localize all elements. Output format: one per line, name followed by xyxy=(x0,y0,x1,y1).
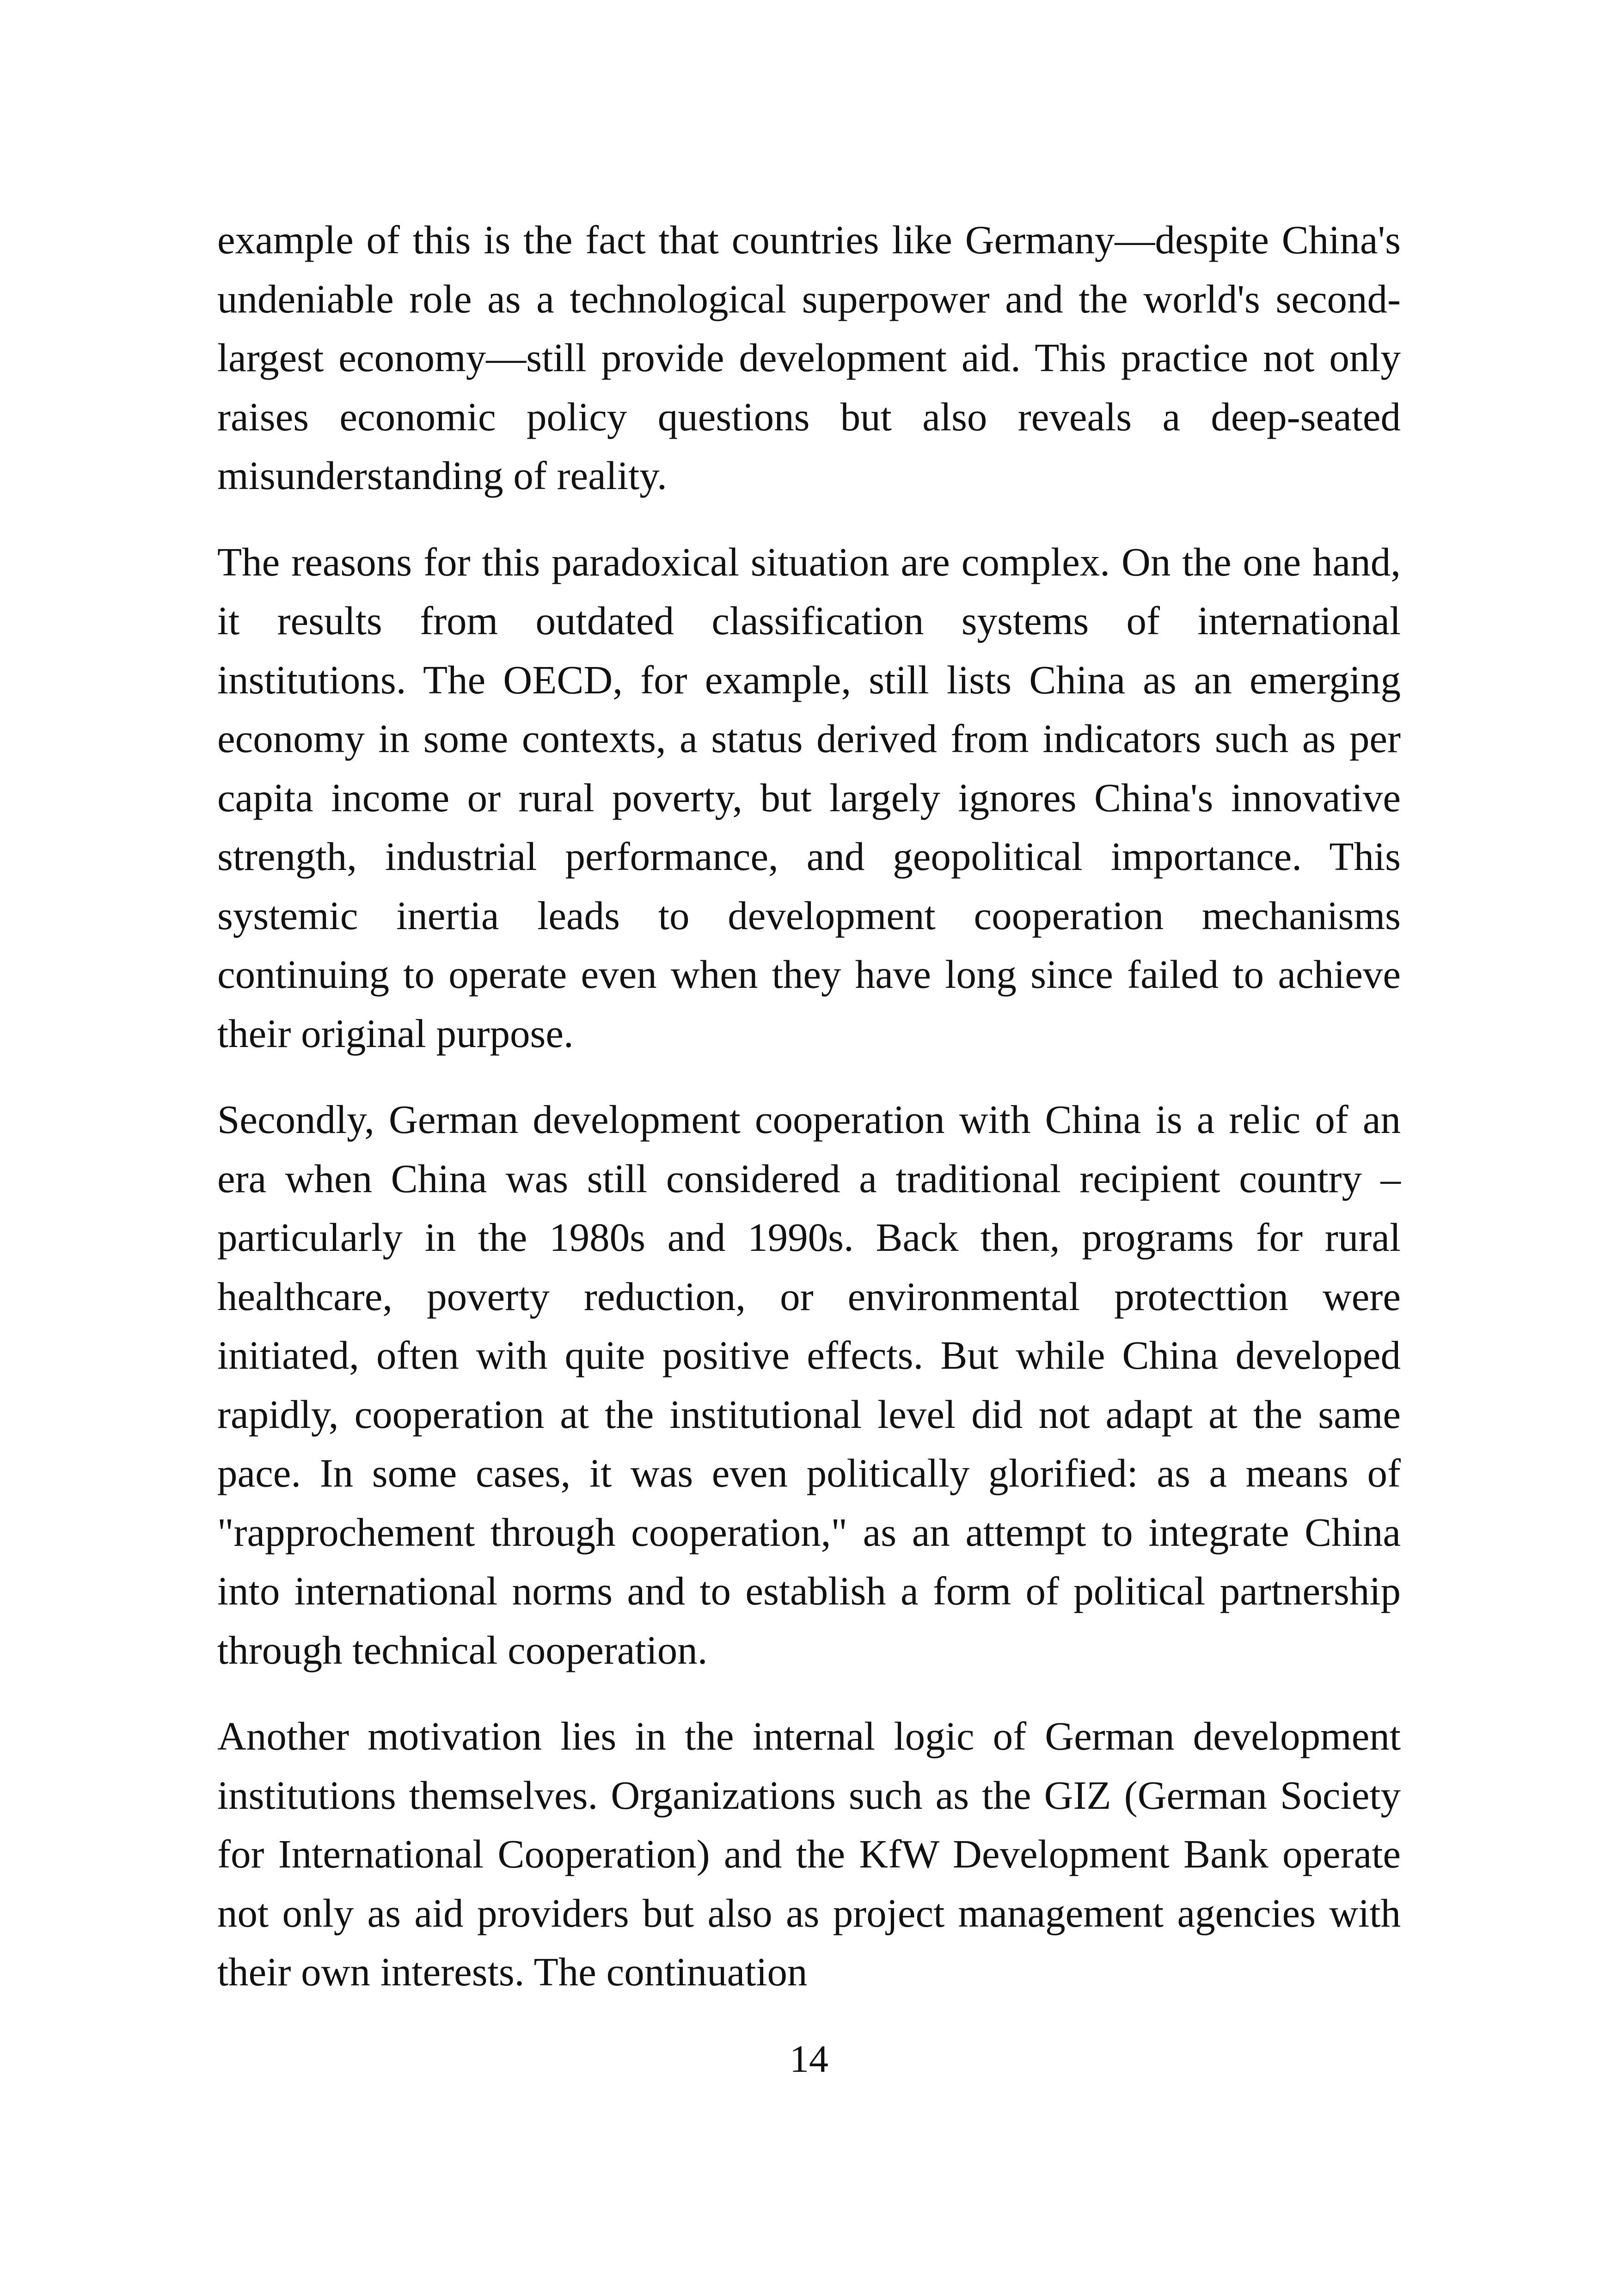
paragraph-1: example of this is the fact that countries like Germany—despite China's undeniable role as a technological superpower and the world's second-largest economy—still provide development aid. This practice not only raises economic policy questions but also reveals a deep-seated misunderstanding of reality. xyxy=(217,217,1401,498)
paragraph-2: The reasons for this paradoxical situation are complex. On the one hand, it results from outdated classification systems of international institutions. The OECD, for example, still lists China as an emerging economy in some contexts, a status derived from indicators such as per capita income or rural poverty, but largely ignores China's innovative strength, industrial performance, and geopolitical importance. This systemic inertia leads to development cooperation mechanisms continuing to operate even when they have long since failed to achieve their original purpose. xyxy=(217,539,1401,1056)
paragraph-4: Another motivation lies in the internal logic of German development institutions themselves. Organizations such as the GIZ (German Society for International Cooperation) and the KfW Development Bank operate not only as aid providers but also as project management agencies with their own interests. The continuation xyxy=(217,1714,1401,1994)
page-number: 14 xyxy=(790,2038,828,2081)
body-text xyxy=(217,210,1401,2029)
paragraph-3: Secondly, German development cooperation with China is a relic of an era when China was still considered a traditional recipient country – particularly in the 1980s and 1990s. Back then, programs for rural healthcare, poverty reduction, or environmental protecttion were initiated, often with quite positive effects. But while China developed rapidly, cooperation at the institutional level did not adapt at the same pace. In some cases, it was even politically glorified: as a means of "rapprochement through cooperation," as an attempt to integrate China into international norms and to establish a form of political partnership through technical cooperation. xyxy=(217,1097,1401,1672)
